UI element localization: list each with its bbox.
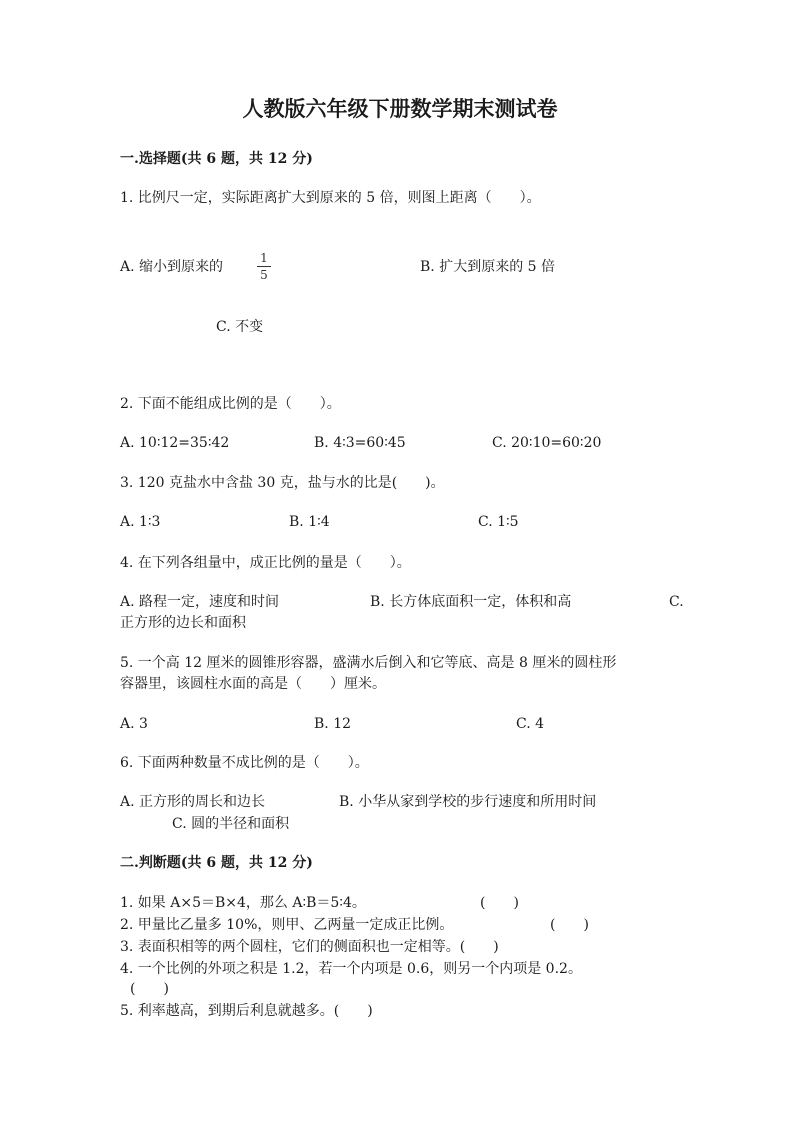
question-3-option-b: B. 1∶4 bbox=[289, 514, 330, 530]
question-6-option-c: C. 圆的半径和面积 bbox=[172, 816, 290, 832]
question-1-stem: 1. 比例尺一定，实际距离扩大到原来的 5 倍，则图上距离（ ）。 bbox=[120, 190, 541, 206]
question-5-option-c: C. 4 bbox=[516, 716, 545, 732]
question-6-option-b: B. 小华从家到学校的步行速度和所用时间 bbox=[339, 794, 597, 810]
fraction-denominator: 5 bbox=[260, 268, 268, 282]
judgement-item-3: 3. 表面积相等的两个圆柱，它们的侧面积也一定相等。( ) bbox=[120, 939, 499, 955]
section-heading-choice: 一.选择题(共 6 题，共 12 分) bbox=[120, 151, 313, 167]
question-5-option-a: A. 3 bbox=[120, 716, 148, 732]
question-3-option-a: A. 1∶3 bbox=[120, 514, 161, 530]
question-1-option-a: A. 缩小到原来的 bbox=[120, 259, 224, 275]
judgement-item-4-answer: ( ) bbox=[130, 981, 169, 997]
fraction-bar bbox=[257, 266, 271, 267]
judgement-item-1: 1. 如果 A×5＝B×4，那么 A∶B＝5∶4。 bbox=[120, 895, 366, 911]
section-heading-judgement: 二.判断题(共 6 题，共 12 分) bbox=[120, 855, 313, 871]
question-4-stem: 4. 在下列各组量中，成正比例的量是（ ）。 bbox=[120, 555, 411, 571]
question-4-option-c: C. bbox=[669, 594, 684, 610]
question-3-stem: 3. 120 克盐水中含盐 30 克，盐与水的比是( )。 bbox=[120, 475, 445, 491]
question-6-stem: 6. 下面两种数量不成比例的是（ ）。 bbox=[120, 755, 369, 771]
question-2-option-c: C. 20∶10=60∶20 bbox=[492, 435, 602, 451]
fraction-numerator: 1 bbox=[260, 251, 268, 265]
question-4-option-c-text: 正方形的边长和面积 bbox=[120, 615, 246, 631]
judgement-item-4: 4. 一个比例的外项之积是 1.2，若一个内项是 0.6，则另一个内项是 0.2。 bbox=[120, 961, 582, 977]
question-2-stem: 2. 下面不能组成比例的是（ ）。 bbox=[120, 396, 341, 412]
fraction-one-fifth bbox=[257, 252, 271, 281]
question-5-option-b: B. 12 bbox=[314, 716, 352, 732]
judgement-item-2: 2. 甲量比乙量多 10%，则甲、乙两量一定成正比例。 bbox=[120, 917, 454, 933]
judgement-item-1-answer: ( ) bbox=[480, 895, 519, 911]
question-2-option-b: B. 4∶3=60∶45 bbox=[314, 435, 406, 451]
question-4-option-b: B. 长方体底面积一定，体积和高 bbox=[370, 594, 572, 610]
question-1-option-b: B. 扩大到原来的 5 倍 bbox=[420, 259, 555, 275]
judgement-item-5: 5. 利率越高，到期后利息就越多。( ) bbox=[120, 1003, 373, 1019]
page-title: 人教版六年级下册数学期末测试卷 bbox=[242, 96, 558, 121]
question-5-stem-line-2: 容器里，该圆柱水面的高是（ ）厘米。 bbox=[120, 676, 386, 692]
question-5-stem-line-1: 5. 一个高 12 厘米的圆锥形容器，盛满水后倒入和它等底、高是 8 厘米的圆柱形 bbox=[120, 655, 617, 671]
question-4-option-a: A. 路程一定，速度和时间 bbox=[120, 594, 280, 610]
question-1-option-c: C. 不变 bbox=[216, 319, 264, 335]
judgement-item-2-answer: ( ) bbox=[550, 917, 589, 933]
question-6-option-a: A. 正方形的周长和边长 bbox=[120, 794, 266, 810]
question-3-option-c: C. 1∶5 bbox=[478, 514, 519, 530]
question-2-option-a: A. 10∶12=35∶42 bbox=[120, 435, 230, 451]
